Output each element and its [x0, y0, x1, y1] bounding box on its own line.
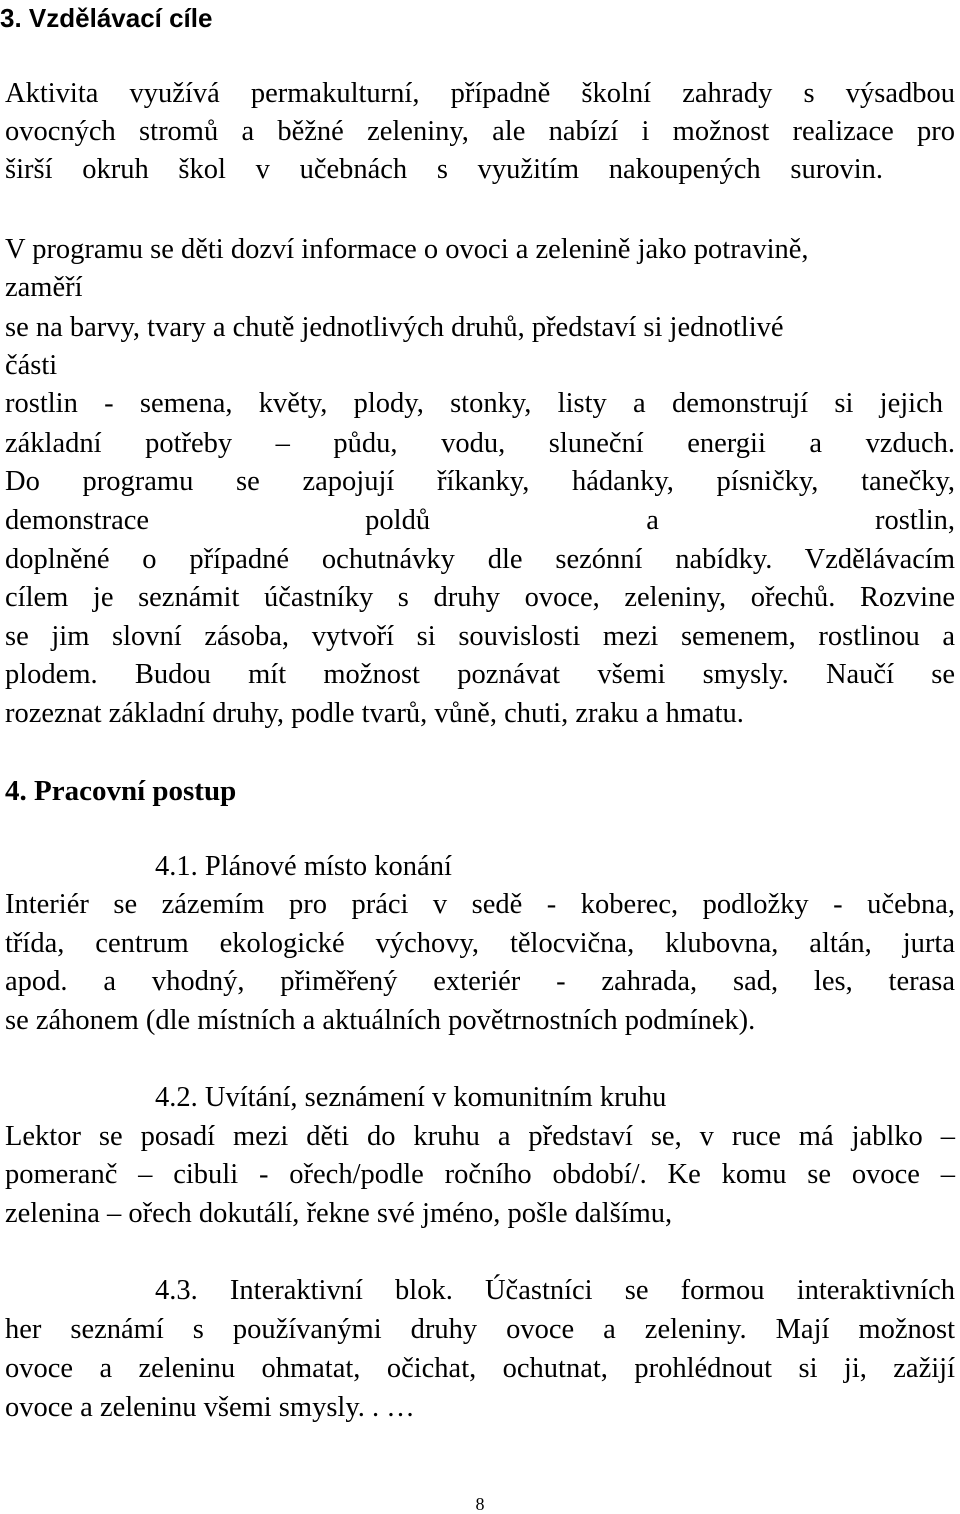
subsection-4-1-heading: 4.1. Plánové místo konání — [155, 851, 452, 882]
section-3-heading: 3. Vzdělávací cíle — [0, 3, 213, 33]
paragraph-line: širší okruh škol v učebnách s využitím nakoupených surovin. — [5, 154, 883, 185]
paragraph-line: doplněné o případné ochutnávky dle sezónní nabídky. Vzdělávacím — [5, 544, 955, 575]
paragraph-line: třída, centrum ekologické výchovy, tělocvična, klubovna, altán, jurta — [5, 928, 955, 959]
paragraph-line: ovoce a zeleninu všemi smysly. . … — [5, 1392, 415, 1423]
paragraph-line: Do programu se zapojují říkanky, hádanky, písničky, tanečky, — [5, 466, 955, 497]
paragraph-line: demonstrace poldů a rostlin, — [5, 505, 955, 536]
subsection-4-2-heading: 4.2. Uvítání, seznámení v komunitním kruhu — [155, 1082, 667, 1113]
paragraph-line: cílem je seznámit účastníky s druhy ovoce, zeleniny, ořechů. Rozvine — [5, 582, 955, 613]
paragraph-line: ovocných stromů a běžné zeleniny, ale nabízí i možnost realizace pro — [5, 116, 955, 147]
paragraph-line: se na barvy, tvary a chutě jednotlivých druhů, představí si jednotlivé — [5, 312, 784, 343]
paragraph-line: se jim slovní zásoba, vytvoří si souvislosti mezi semenem, rostlinou a — [5, 621, 955, 652]
paragraph-line: zaměří — [5, 272, 83, 303]
paragraph-line: rozeznat základní druhy, podle tvarů, vůně, chuti, zraku a hmatu. — [5, 698, 744, 729]
paragraph-line: rostlin - semena, květy, plody, stonky, listy a demonstrují si jejich — [5, 388, 943, 419]
paragraph-line: Lektor se posadí mezi děti do kruhu a představí se, v ruce má jablko – — [5, 1121, 955, 1152]
subsection-4-3-first-line: 4.3. Interaktivní blok. Účastníci se formou interaktivních — [155, 1275, 955, 1306]
paragraph-line: apod. a vhodný, přiměřený exteriér - zahrada, sad, les, terasa — [5, 966, 955, 997]
paragraph-line: ovoce a zeleninu ohmatat, očichat, ochutnat, prohlédnout si ji, zažijí — [5, 1353, 955, 1384]
paragraph-line: zelenina – ořech dokutálí, řekne své jméno, pošle dalšímu, — [5, 1198, 673, 1229]
paragraph-line: základní potřeby – půdu, vodu, sluneční energii a vzduch. — [5, 428, 955, 459]
paragraph-line: Aktivita využívá permakulturní, případně školní zahrady s výsadbou — [5, 78, 955, 109]
page-number: 8 — [475, 1494, 485, 1514]
paragraph-line: se záhonem (dle místních a aktuálních povětrnostních podmínek). — [5, 1005, 756, 1036]
paragraph-line: pomeranč – cibuli - ořech/podle ročního období/. Ke komu se ovoce – — [5, 1159, 955, 1190]
paragraph-line: Interiér se zázemím pro práci v sedě - koberec, podložky - učebna, — [5, 889, 955, 920]
paragraph-line: části — [5, 350, 58, 381]
section-4-heading: 4. Pracovní postup — [5, 775, 237, 807]
paragraph-line: plodem. Budou mít možnost poznávat všemi smysly. Naučí se — [5, 659, 955, 690]
paragraph-line: her seznámí s používanými druhy ovoce a zeleniny. Mají možnost — [5, 1314, 955, 1345]
paragraph-line: V programu se děti dozví informace o ovoci a zelenině jako potravině, — [5, 234, 809, 265]
